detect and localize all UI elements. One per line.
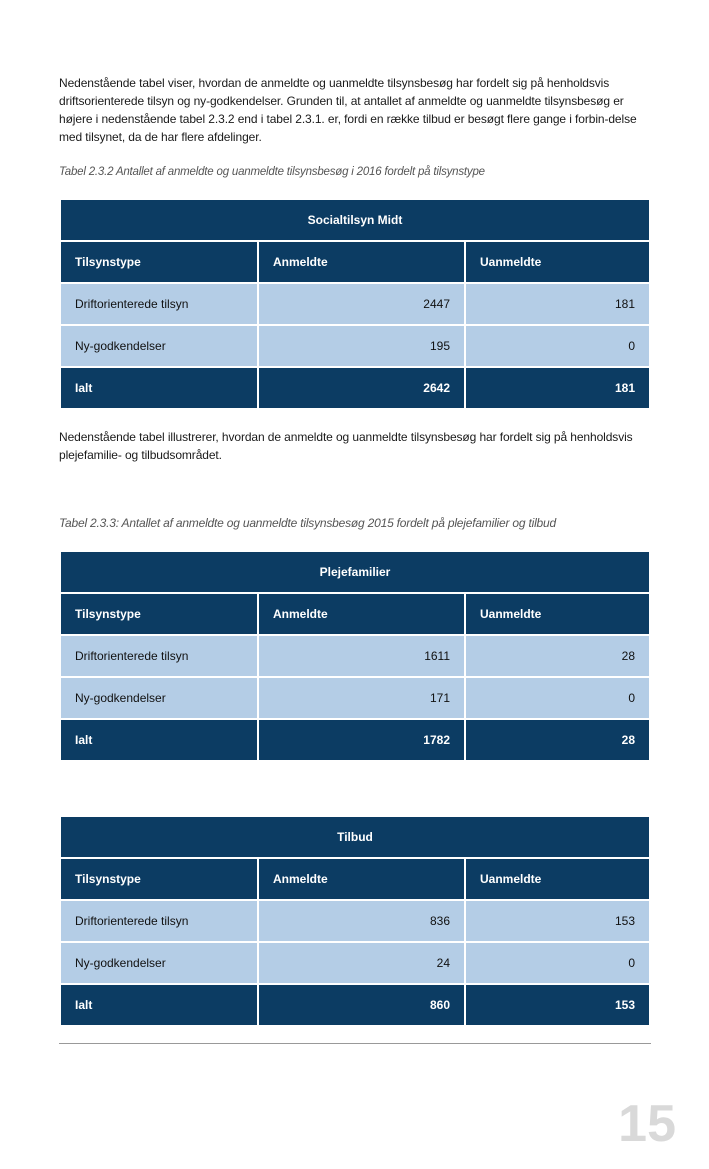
total-label: Ialt bbox=[60, 367, 258, 409]
row-label: Ny-godkendelser bbox=[60, 325, 258, 367]
anmeldte-cell: 2447 bbox=[258, 283, 465, 325]
table-header-row bbox=[60, 858, 650, 900]
table-caption-2-3-2: Tabel 2.3.2 Antallet af anmeldte og uanmeldte tilsynsbesøg i 2016 fordelt på tilsynstype bbox=[59, 166, 485, 178]
table-row bbox=[60, 900, 650, 942]
anmeldte-cell: 1611 bbox=[258, 635, 465, 677]
second-paragraph: Nedenstående tabel illustrerer, hvordan de anmeldte og uanmeldte tilsynsbesøg har fordelt sig på henholdsvis plejefamilie- og tilbudsområdet. bbox=[59, 430, 633, 462]
uanmeldte-cell: 28 bbox=[465, 635, 650, 677]
total-uanmeldte: 28 bbox=[465, 719, 650, 761]
table-title: Tilbud bbox=[60, 816, 650, 858]
column-header-tilsynstype: Tilsynstype bbox=[60, 593, 258, 635]
column-header-tilsynstype: Tilsynstype bbox=[60, 241, 258, 283]
total-anmeldte: 860 bbox=[258, 984, 465, 1026]
table-total-row bbox=[60, 367, 650, 409]
table-header-row bbox=[60, 593, 650, 635]
table-title-row bbox=[60, 551, 650, 593]
total-anmeldte: 2642 bbox=[258, 367, 465, 409]
table-header-row bbox=[60, 241, 650, 283]
table-row bbox=[60, 942, 650, 984]
table-title-row bbox=[60, 199, 650, 241]
column-header-uanmeldte: Uanmeldte bbox=[465, 858, 650, 900]
table-plejefamilier bbox=[59, 550, 651, 762]
table-row bbox=[60, 283, 650, 325]
uanmeldte-cell: 0 bbox=[465, 942, 650, 984]
table-row bbox=[60, 325, 650, 367]
total-anmeldte: 1782 bbox=[258, 719, 465, 761]
column-header-anmeldte: Anmeldte bbox=[258, 593, 465, 635]
column-header-uanmeldte: Uanmeldte bbox=[465, 241, 650, 283]
anmeldte-cell: 171 bbox=[258, 677, 465, 719]
table-tilbud bbox=[59, 815, 651, 1027]
intro-paragraph: Nedenstående tabel viser, hvordan de anmeldte og uanmeldte tilsynsbesøg har fordelt sig på henholdsvis driftsorienterede tilsyn og ny-godkendelser. Grunden til, at antallet af anmeldte og uanmeldte tilsynsbesøg er højere i nedenstående tabel 2.3.2 end i tabel 2.3.1. er, fordi en række tilbud er besøgt flere gange i forbin-delse med tilsynet, da de har flere afdelinger. bbox=[59, 76, 637, 144]
column-header-anmeldte: Anmeldte bbox=[258, 241, 465, 283]
column-header-uanmeldte: Uanmeldte bbox=[465, 593, 650, 635]
uanmeldte-cell: 0 bbox=[465, 325, 650, 367]
table-row bbox=[60, 677, 650, 719]
uanmeldte-cell: 0 bbox=[465, 677, 650, 719]
row-label: Ny-godkendelser bbox=[60, 942, 258, 984]
footer-divider bbox=[59, 1043, 651, 1044]
anmeldte-cell: 24 bbox=[258, 942, 465, 984]
table-total-row bbox=[60, 984, 650, 1026]
row-label: Driftorienterede tilsyn bbox=[60, 283, 258, 325]
uanmeldte-cell: 181 bbox=[465, 283, 650, 325]
anmeldte-cell: 195 bbox=[258, 325, 465, 367]
page-number: 15 bbox=[618, 1095, 676, 1153]
table-title: Socialtilsyn Midt bbox=[60, 199, 650, 241]
uanmeldte-cell: 153 bbox=[465, 900, 650, 942]
table-title-row bbox=[60, 816, 650, 858]
table-socialtilsyn-midt bbox=[59, 198, 651, 410]
table-title: Plejefamilier bbox=[60, 551, 650, 593]
row-label: Ny-godkendelser bbox=[60, 677, 258, 719]
column-header-anmeldte: Anmeldte bbox=[258, 858, 465, 900]
total-label: Ialt bbox=[60, 984, 258, 1026]
total-uanmeldte: 181 bbox=[465, 367, 650, 409]
column-header-tilsynstype: Tilsynstype bbox=[60, 858, 258, 900]
table-total-row bbox=[60, 719, 650, 761]
table-row bbox=[60, 635, 650, 677]
anmeldte-cell: 836 bbox=[258, 900, 465, 942]
row-label: Driftorienterede tilsyn bbox=[60, 900, 258, 942]
row-label: Driftorienterede tilsyn bbox=[60, 635, 258, 677]
total-label: Ialt bbox=[60, 719, 258, 761]
total-uanmeldte: 153 bbox=[465, 984, 650, 1026]
table-caption-2-3-3: Tabel 2.3.3: Antallet af anmeldte og uanmeldte tilsynsbesøg 2015 fordelt på plejefamilier og tilbud bbox=[59, 516, 556, 530]
